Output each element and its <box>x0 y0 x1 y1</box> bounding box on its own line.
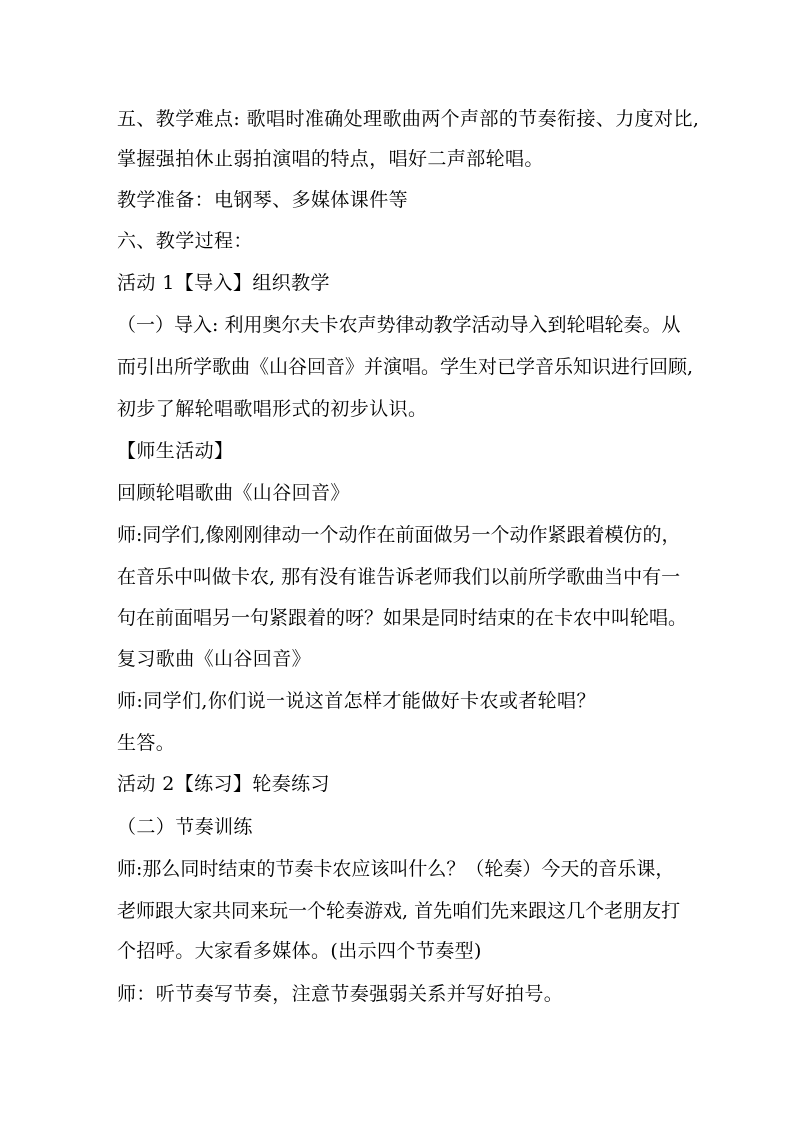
text-line: 活动 2【练习】轮奏练习 <box>117 773 330 795</box>
text-line: 在音乐中叫做卡农, 那有没有谁告诉老师我们以前所学歌曲当中有一 <box>117 566 681 588</box>
text-line: 六、教学过程： <box>117 230 253 252</box>
text-line: 而引出所学歌曲《山谷回音》并演唱。学生对已学音乐知识进行回顾, <box>117 356 694 378</box>
text-line: 掌握强拍休止弱拍演唱的特点，唱好二声部轮唱。 <box>117 148 544 170</box>
text-line: （二）节奏训练 <box>117 816 253 838</box>
text-line: 师:那么同时结束的节奏卡农应该叫什么？（轮奏）今天的音乐课， <box>117 858 675 880</box>
text-line: 师:同学们,像刚刚律动一个动作在前面做另一个动作紧跟着模仿的， <box>117 524 681 546</box>
text-line: 生答。 <box>117 732 176 754</box>
text-line: 教学准备：电钢琴、多媒体课件等 <box>117 189 409 211</box>
text-line: 师：听节奏写节奏，注意节奏强弱关系并写好拍号。 <box>117 983 564 1005</box>
text-line: 【师生活动】 <box>117 440 234 462</box>
text-line: 句在前面唱另一句紧跟着的呀？如果是同时结束的在卡农中叫轮唱。 <box>117 607 688 629</box>
text-line: 老师跟大家共同来玩一个轮奏游戏, 首先咱们先来跟这几个老朋友打 <box>117 900 681 922</box>
text-line: 活动 1【导入】组织教学 <box>117 272 330 294</box>
text-line: （一）导入: 利用奥尔夫卡农声势律动教学活动导入到轮唱轮奏。从 <box>117 314 681 336</box>
text-line: 五、教学难点: 歌唱时准确处理歌曲两个声部的节奏衔接、力度对比, <box>117 108 700 130</box>
text-line: 复习歌曲《山谷回音》 <box>117 648 312 670</box>
text-line: 初步了解轮唱歌唱形式的初步认识。 <box>117 398 428 420</box>
text-line: 师:同学们,你们说一说这首怎样才能做好卡农或者轮唱？ <box>117 690 596 712</box>
text-line: 回顾轮唱歌曲《山谷回音》 <box>117 482 350 504</box>
text-line: 个招呼。大家看多媒体。(出示四个节奏型) <box>117 940 482 962</box>
